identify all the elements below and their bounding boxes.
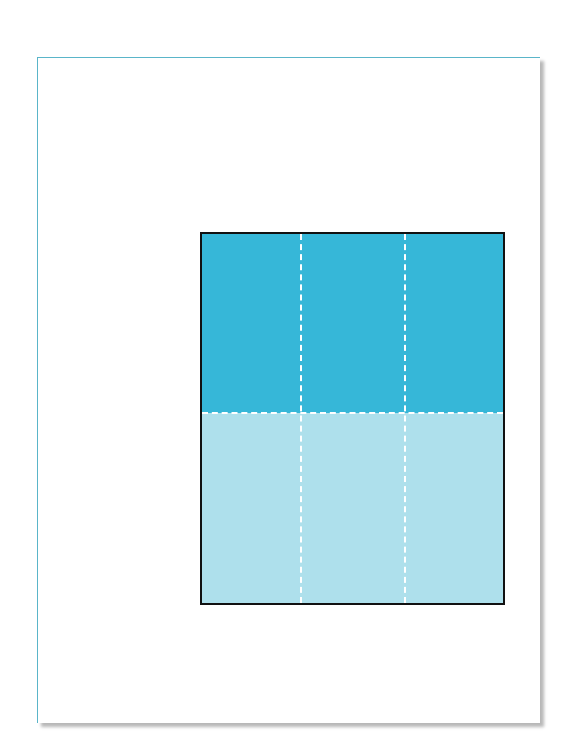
column-divider-2 — [404, 234, 406, 603]
disengagement-region — [202, 413, 503, 603]
row-divider — [202, 412, 503, 414]
column-divider-1 — [300, 234, 302, 603]
engagement-region — [202, 234, 503, 413]
motivation-matrix — [200, 232, 505, 605]
